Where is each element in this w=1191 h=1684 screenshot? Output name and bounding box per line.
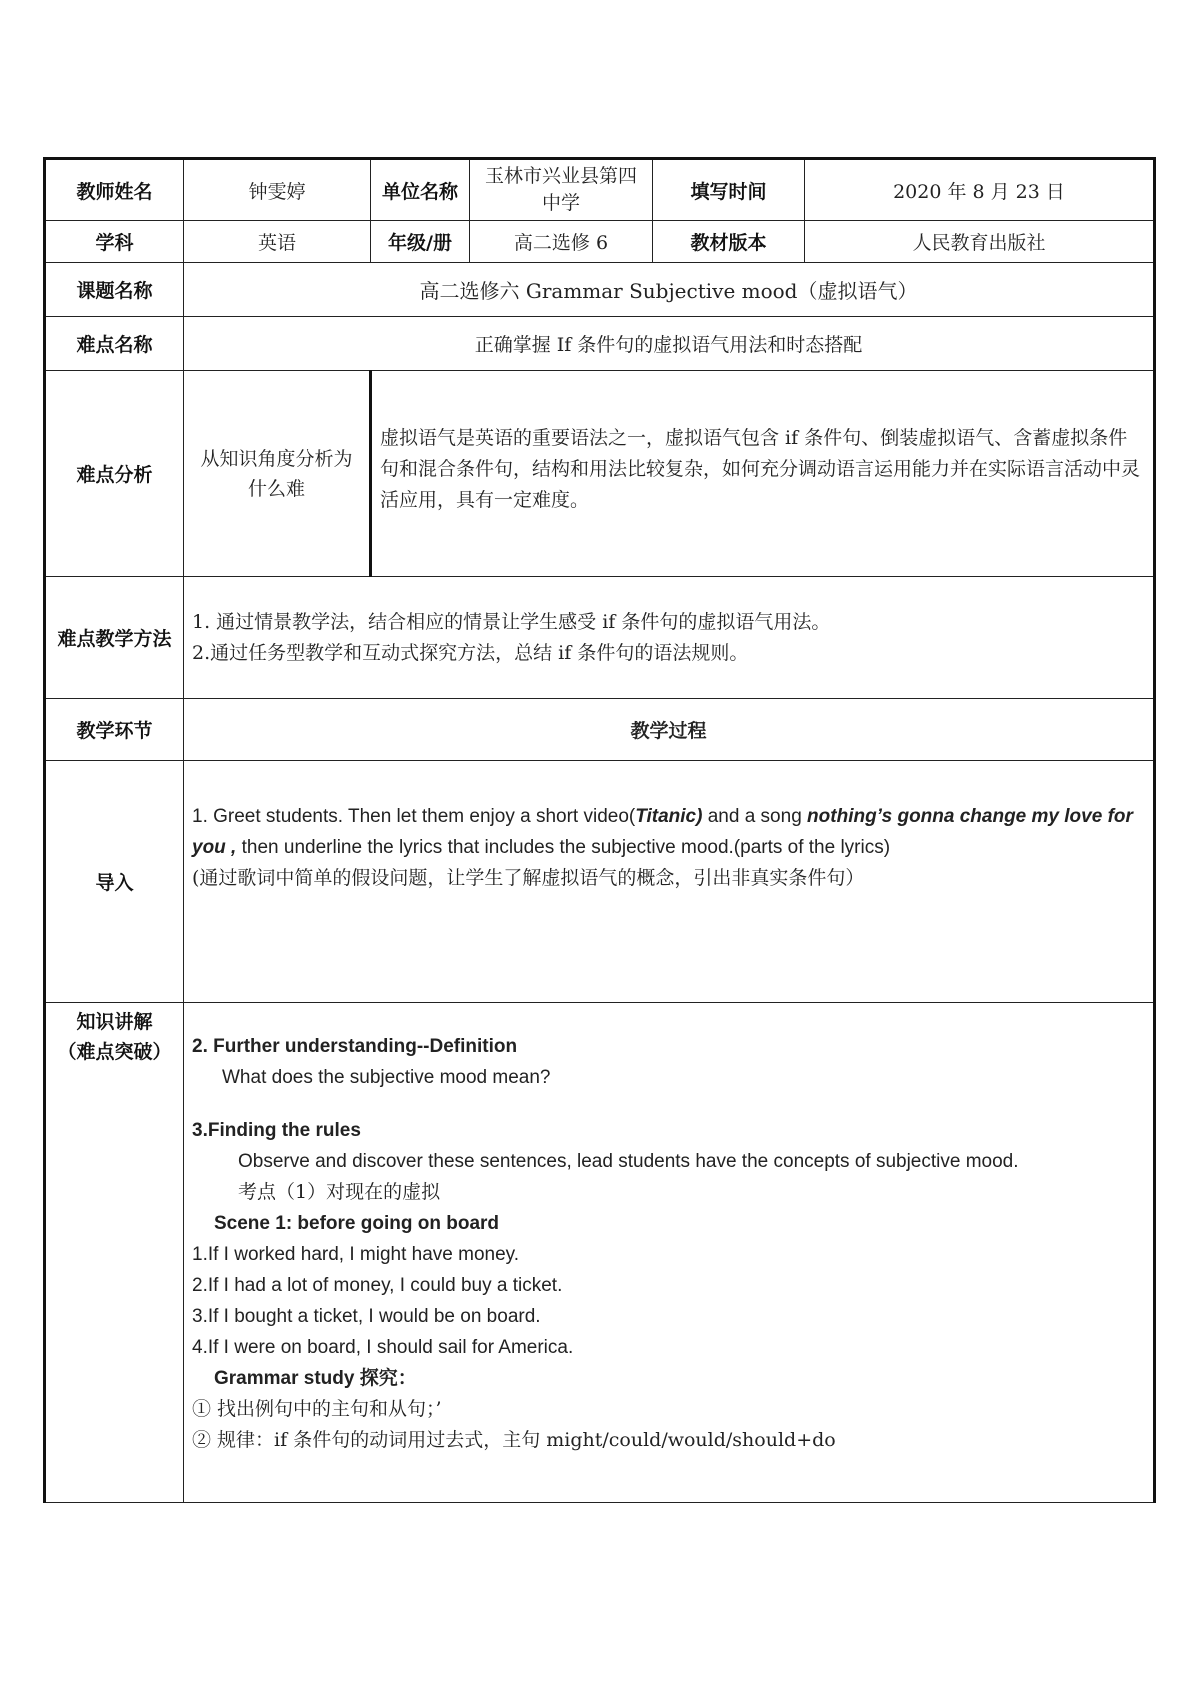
definition-question: What does the subjective mood mean? — [222, 1067, 551, 1088]
further-understanding-heading: 2. Further understanding--Definition — [192, 1036, 518, 1057]
method-line-2: 2.通过任务型教学和互动式探究方法，总结 if 条件句的语法规则。 — [192, 641, 749, 664]
intro-song-title: nothing’s gonna change my love for you , — [192, 806, 1133, 858]
spacer — [192, 1093, 1145, 1115]
subject-label: 学科 — [45, 221, 184, 263]
process-header-row — [45, 699, 1155, 761]
intro-text-c: and a song — [702, 806, 808, 827]
intro-content — [184, 761, 1155, 1003]
example-sentence-4: 4.If I were on board, I should sail for America. — [192, 1337, 574, 1358]
analysis-answer: 虚拟语气是英语的重要语法之一，虚拟语气包含 if 条件句、倒装虚拟语气、含蓄虚拟条件句和混合条件句，结构和用法比较复杂，如何充分调动语言运用能力并在实际语言活动中灵活应用，具有一定难度。 — [371, 371, 1155, 577]
topic-value: 高二选修六 Grammar Subjective mood（虚拟语气） — [184, 263, 1155, 317]
unit-value: 玉林市兴业县第四中学 — [470, 159, 653, 221]
rule-2: ② 规律：if 条件句的动词用过去式，主句 might/could/would/should+do — [192, 1429, 836, 1451]
topic-label: 课题名称 — [45, 263, 184, 317]
method-label: 难点教学方法 — [45, 577, 184, 699]
intro-label: 导入 — [45, 761, 184, 1003]
process-label: 教学过程 — [184, 699, 1155, 761]
date-label: 填写时间 — [653, 159, 805, 221]
analysis-question: 从知识角度分析为什么难 — [184, 371, 371, 577]
difficulty-value: 正确掌握 If 条件句的虚拟语气用法和时态搭配 — [184, 317, 1155, 371]
grammar-study-heading: Grammar study 探究： — [214, 1368, 417, 1389]
method-row — [45, 577, 1155, 699]
teacher-value: 钟雯婷 — [184, 159, 371, 221]
knowledge-label-line-1: 知识讲解 — [76, 1011, 153, 1033]
example-sentence-3: 3.If I bought a ticket, I would be on board. — [192, 1306, 541, 1327]
textbook-label: 教材版本 — [653, 221, 805, 263]
date-value: 2020 年 8 月 23 日 — [805, 159, 1155, 221]
method-content — [184, 577, 1155, 699]
unit-label: 单位名称 — [371, 159, 470, 221]
stage-label: 教学环节 — [45, 699, 184, 761]
exam-point: 考点（1）对现在的虚拟 — [238, 1181, 441, 1203]
intro-row — [45, 761, 1155, 1003]
difficulty-row — [45, 317, 1155, 371]
intro-text-e: then underline the lyrics that includes the subjective mood.(parts of the lyrics) — [236, 837, 891, 858]
lesson-plan-table — [43, 157, 1156, 1503]
header-row-1 — [45, 159, 1155, 221]
difficulty-label: 难点名称 — [45, 317, 184, 371]
teacher-label: 教师姓名 — [45, 159, 184, 221]
analysis-label: 难点分析 — [45, 371, 184, 577]
finding-rules-heading: 3.Finding the rules — [192, 1120, 361, 1141]
scene-heading: Scene 1: before going on board — [214, 1213, 500, 1234]
example-sentence-2: 2.If I had a lot of money, I could buy a ticket. — [192, 1275, 563, 1296]
intro-video-title: Titanic) — [635, 806, 703, 827]
intro-text-a: 1. Greet students. Then let them enjoy a short video( — [192, 806, 636, 827]
knowledge-row — [45, 1003, 1155, 1503]
grade-value: 高二选修 6 — [470, 221, 653, 263]
grade-label: 年级/册 — [371, 221, 470, 263]
header-row-2 — [45, 221, 1155, 263]
subject-value: 英语 — [184, 221, 371, 263]
intro-paragraph-1 — [192, 801, 1145, 863]
textbook-value: 人民教育出版社 — [805, 221, 1155, 263]
rule-1: ① 找出例句中的主句和从句；’ — [192, 1398, 442, 1420]
lesson-plan-sheet — [43, 157, 1156, 1503]
topic-row — [45, 263, 1155, 317]
knowledge-label — [45, 1003, 184, 1503]
example-sentence-1: 1.If I worked hard, I might have money. — [192, 1244, 520, 1265]
knowledge-content — [184, 1003, 1155, 1503]
analysis-row — [45, 371, 1155, 577]
method-line-1: 1. 通过情景教学法，结合相应的情景让学生感受 if 条件句的虚拟语气用法。 — [192, 610, 831, 633]
knowledge-label-line-2: （难点突破） — [57, 1041, 172, 1063]
intro-paragraph-2: (通过歌词中简单的假设问题，让学生了解虚拟语气的概念，引出非真实条件句） — [192, 867, 865, 889]
finding-rules-text: Observe and discover these sentences, lead students have the concepts of subjective mood. — [238, 1151, 1019, 1172]
